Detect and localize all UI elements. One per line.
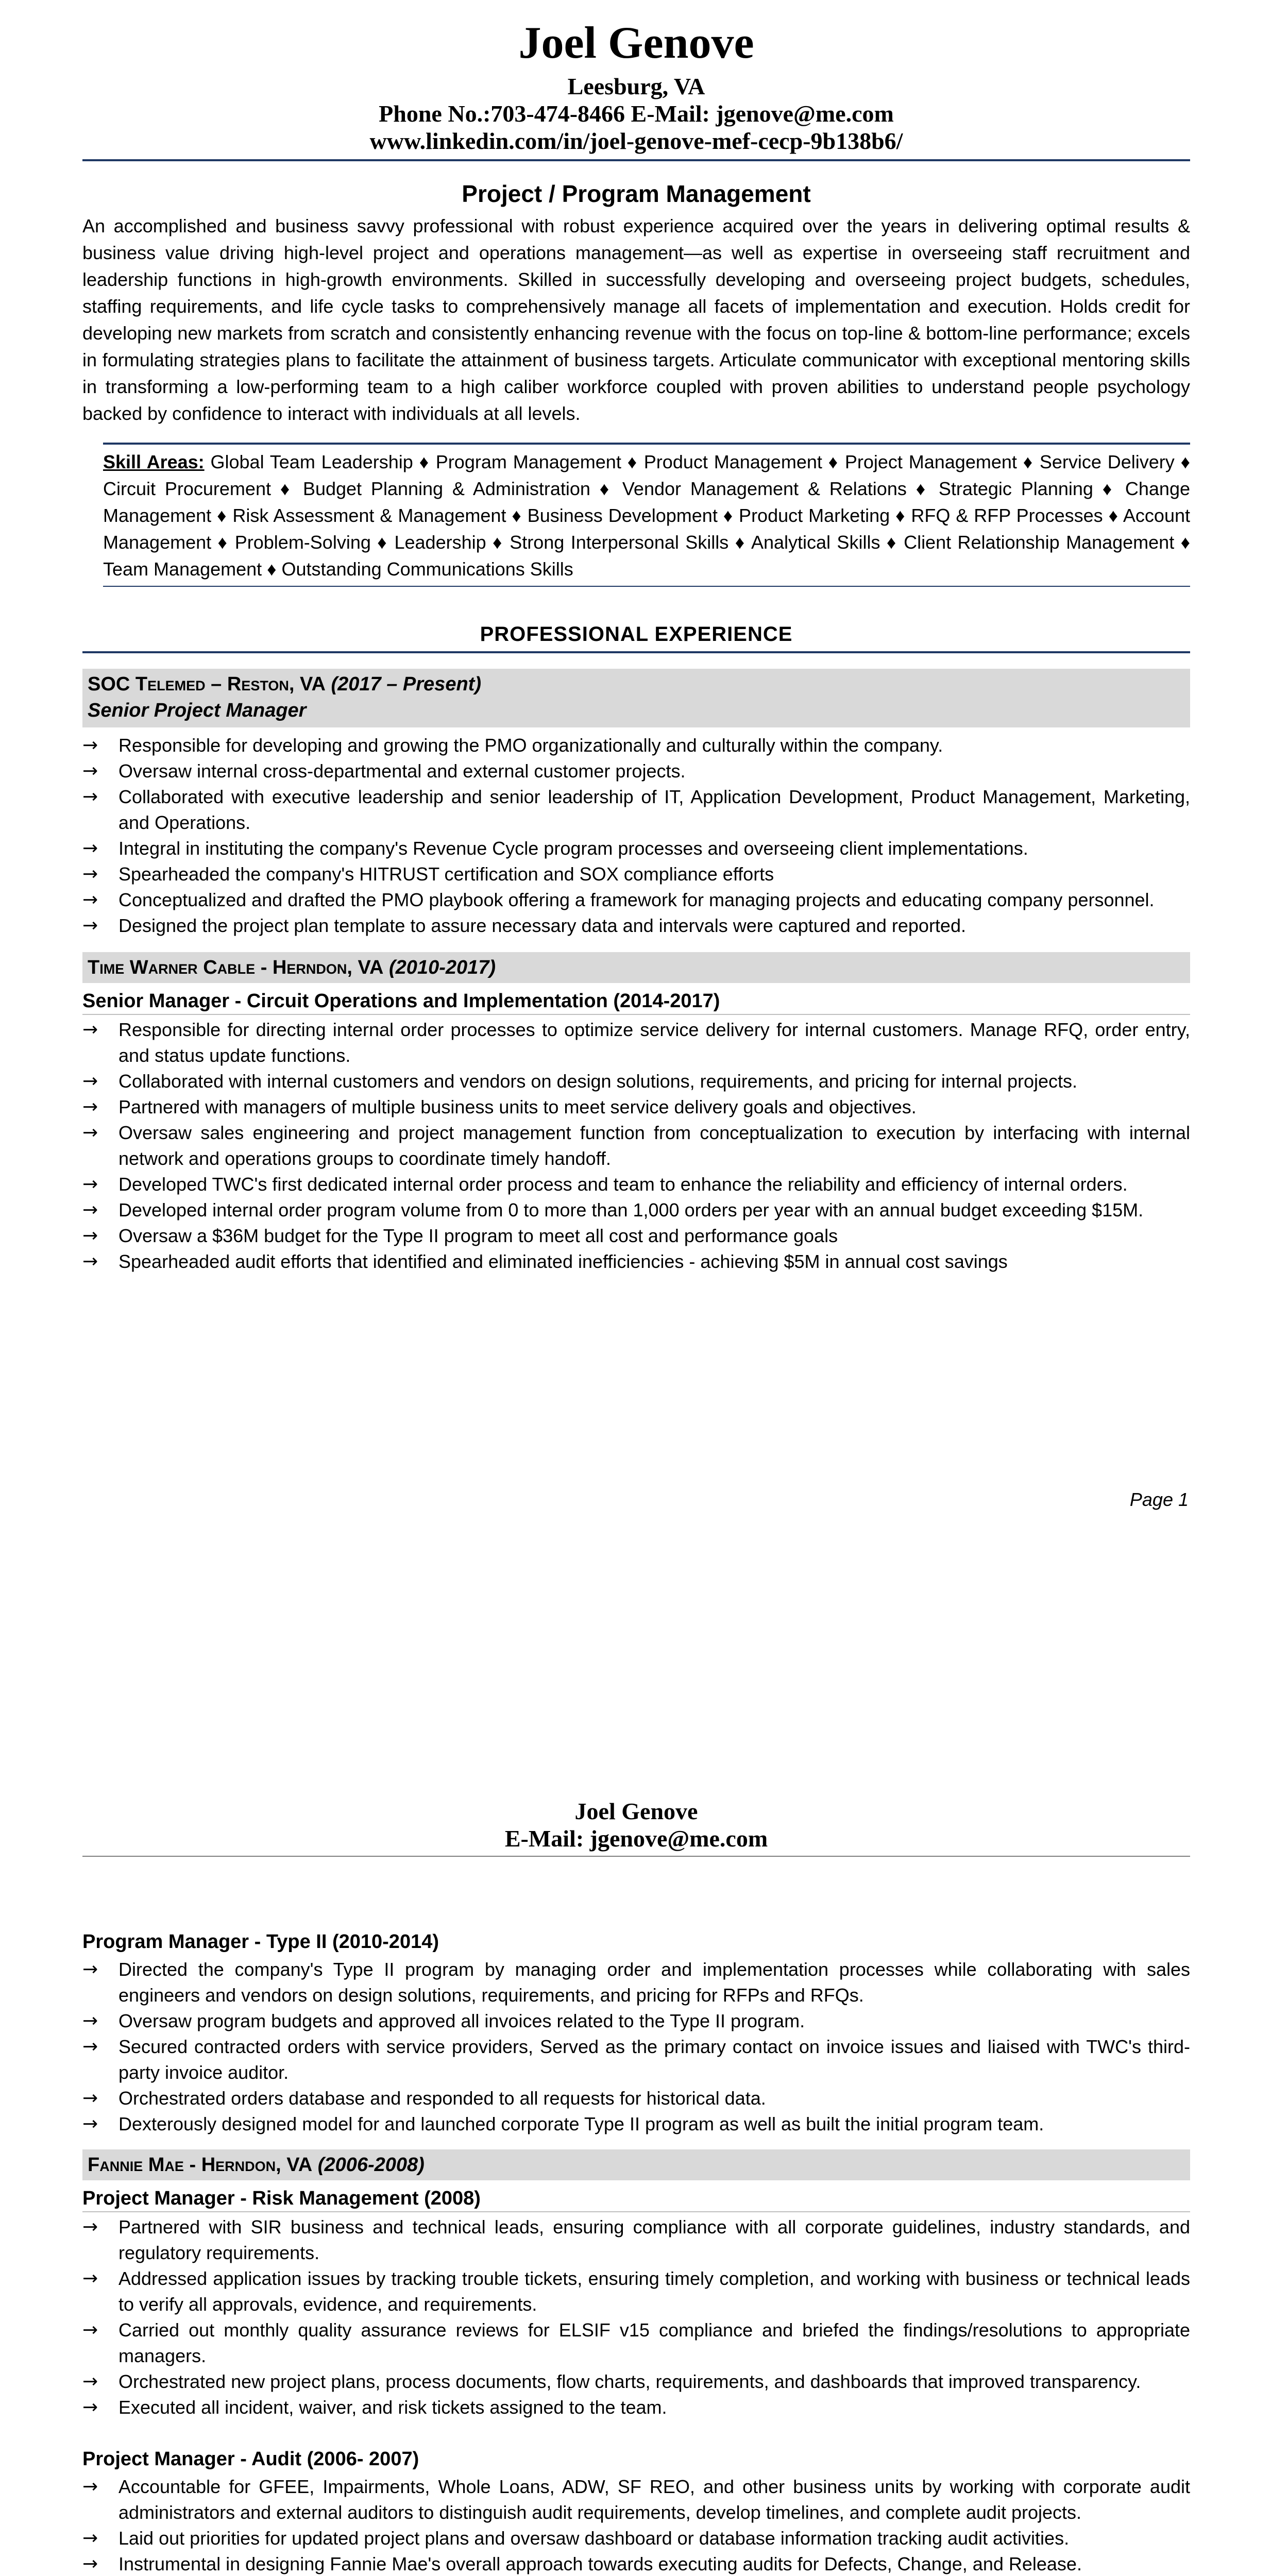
- twc-bullets: [82, 1017, 1190, 1275]
- page-number: Page 1: [1129, 1489, 1189, 1510]
- arrow-icon: →: [82, 889, 98, 910]
- list-item: → Orchestrated orders database and responded to all requests for historical data.: [82, 2086, 1190, 2111]
- list-item: → Secured contracted orders with service providers, Served as the primary contact on invoice issues and liaised with TWC's third-party invoice auditor.: [82, 2034, 1190, 2086]
- list-item: → Conceptualized and drafted the PMO playbook offering a framework for managing projects and educating company personnel.: [82, 887, 1190, 913]
- fannie-role-divider: [82, 2211, 1190, 2212]
- summary-paragraph: An accomplished and business savvy professional with robust experience acquired over the years in delivering optimal results & business value driving high-level project and operations management—as well as expertise in overseeing staff recruitment and leadership functions in high-growth environments. Skilled in successfully developing and overseeing project budgets, schedules, staffing requirements, and life cycle tasks to comprehensively manage all facets of implementation and execution. Holds credit for developing new markets from scratch and consistently enhancing revenue with the focus on top-line & bottom-line performance; excels in formulating strategies plans to facilitate the attainment of business targets. Articulate communicator with exceptional mentoring skills in transforming a low-performing team to a high caliber workforce coupled with proven abilities to understand people psychology backed by confidence to interact with individuals at all levels.: [82, 215, 1190, 424]
- running-header-name: Joel Genove: [574, 1798, 698, 1824]
- arrow-icon: →: [82, 2216, 98, 2238]
- list-item: → Oversaw internal cross-departmental and external customer projects.: [82, 758, 1190, 784]
- arrow-icon: →: [82, 2370, 98, 2392]
- list-item: → Laid out priorities for updated project plans and oversaw dashboard or database information tracking audit activities.: [82, 2526, 1190, 2551]
- arrow-icon: →: [82, 2087, 98, 2109]
- list-item: → Developed TWC's first dedicated internal order process and team to enhance the reliability and efficiency of internal orders.: [82, 1172, 1190, 1197]
- twc-role-2: Program Manager - Type II (2010-2014): [82, 1930, 439, 1953]
- arrow-icon: →: [82, 2553, 98, 2574]
- list-item: → Oversaw program budgets and approved all invoices related to the Type II program.: [82, 2008, 1190, 2034]
- location: Leesburg, VA: [567, 73, 705, 99]
- arrow-icon: →: [82, 914, 98, 936]
- arrow-icon: →: [82, 2396, 98, 2418]
- arrow-icon: →: [82, 2476, 98, 2497]
- arrow-icon: →: [82, 2113, 98, 2134]
- arrow-icon: →: [82, 1122, 98, 1143]
- arrow-icon: →: [82, 734, 98, 756]
- running-header-divider: [82, 1856, 1190, 1857]
- arrow-icon: →: [82, 2267, 98, 2289]
- skills-top-divider: [103, 443, 1190, 445]
- soc-dates: (2017 – Present): [325, 673, 481, 695]
- twc-company: Time Warner Cable - Herndon, VA: [88, 956, 384, 978]
- arrow-icon: →: [82, 2527, 98, 2549]
- skills-bottom-divider: [103, 586, 1190, 587]
- list-item: → Designed the project plan template to assure necessary data and intervals were captured and reported.: [82, 913, 1190, 939]
- list-item: → Integral in instituting the company's Revenue Cycle program processes and overseeing client implementations.: [82, 836, 1190, 861]
- list-item: → Oversaw a $36M budget for the Type II program to meet all cost and performance goals: [82, 1223, 1190, 1249]
- fannie-role-2: Project Manager - Audit (2006- 2007): [82, 2448, 419, 2470]
- skill-areas: [103, 449, 1190, 583]
- skill-areas-label: Skill Areas:: [103, 451, 205, 472]
- twc-company-band: [82, 952, 1190, 983]
- arrow-icon: →: [82, 1958, 98, 1980]
- skill-areas-list: Global Team Leadership ♦ Program Management ♦ Product Management ♦ Project Management ♦ Service Delivery ♦ Circuit Procurement ♦ Budget Planning & Administration ♦ Vendor Management & Relations ♦ Strategic Planning ♦ Change Management ♦ Risk Assessment & Management ♦ Business Development ♦ Product Marketing ♦ RFQ & RFP Processes ♦ Account Management ♦ Problem-Solving ♦ Leadership ♦ Strong Interpersonal Skills ♦ Analytical Skills ♦ Client Relationship Management ♦ Team Management ♦ Outstanding Communications Skills: [103, 451, 1191, 580]
- list-item: → Responsible for directing internal order processes to optimize service delivery for internal customers. Manage RFQ, order entry, and status update functions.: [82, 1017, 1190, 1069]
- fannie-role: Project Manager - Risk Management (2008): [82, 2187, 481, 2209]
- fannie-company-band: [82, 2149, 1190, 2180]
- arrow-icon: →: [82, 760, 98, 782]
- experience-section-title: PROFESSIONAL EXPERIENCE: [480, 622, 793, 646]
- list-item: → Directed the company's Type II program by managing order and implementation processes while collaborating with sales engineers and vendors on design solutions, requirements, and pricing for RFPs and RFQs.: [82, 1957, 1190, 2008]
- linkedin-link[interactable]: www.linkedin.com/in/joel-genove-mef-cecp-9b138b6/: [369, 127, 903, 154]
- list-item: → Developed internal order program volume from 0 to more than 1,000 orders per year with an annual budget exceeding $15M.: [82, 1197, 1190, 1223]
- contact-line: Phone No.:703-474-8466 E-Mail: jgenove@me.com: [379, 100, 894, 127]
- arrow-icon: →: [82, 2319, 98, 2341]
- list-item: → Executed all incident, waiver, and risk tickets assigned to the team.: [82, 2395, 1190, 2420]
- arrow-icon: →: [82, 2010, 98, 2031]
- list-item: → Partnered with managers of multiple business units to meet service delivery goals and objectives.: [82, 1094, 1190, 1120]
- twc-bullets-2: [82, 1957, 1190, 2137]
- twc-dates: (2010-2017): [383, 956, 496, 978]
- arrow-icon: →: [82, 1019, 98, 1040]
- experience-divider: [82, 651, 1190, 653]
- arrow-icon: →: [82, 2036, 98, 2057]
- twc-role: Senior Manager - Circuit Operations and Implementation (2014-2017): [82, 990, 720, 1012]
- fannie-dates: (2006-2008): [312, 2154, 425, 2176]
- arrow-icon: →: [82, 1199, 98, 1221]
- soc-company-band: [82, 669, 1190, 727]
- list-item: → Accountable for GFEE, Impairments, Whole Loans, ADW, SF REO, and other business units by working with corporate audit administrators and external auditors to distinguish audit requirements, develop timelines, and complete audit projects.: [82, 2474, 1190, 2526]
- soc-role: Senior Project Manager: [88, 699, 307, 721]
- list-item: → Addressed application issues by tracking trouble tickets, ensuring timely completion, and working with business or technical leads to verify all approvals, evidence, and requirements.: [82, 2266, 1190, 2317]
- arrow-icon: →: [82, 863, 98, 885]
- fannie-company: Fannie Mae - Herndon, VA: [88, 2154, 313, 2176]
- header-divider: [82, 159, 1190, 161]
- running-header-email: E-Mail: jgenove@me.com: [504, 1825, 768, 1852]
- list-item: → Responsible for developing and growing the PMO organizationally and culturally within the company.: [82, 733, 1190, 758]
- candidate-name: Joel Genove: [518, 18, 754, 68]
- arrow-icon: →: [82, 1096, 98, 1117]
- arrow-icon: →: [82, 1225, 98, 1246]
- fannie-bullets: [82, 2214, 1190, 2420]
- twc-role-divider: [82, 1014, 1190, 1015]
- soc-bullets: [82, 733, 1190, 939]
- list-item: → Orchestrated new project plans, process documents, flow charts, requirements, and dashboards that improved transparency.: [82, 2369, 1190, 2395]
- list-item: → Oversaw sales engineering and project management function from conceptualization to execution by interfacing with internal network and operations groups to coordinate timely handoff.: [82, 1120, 1190, 1172]
- list-item: → Partnered with SIR business and technical leads, ensuring compliance with all corporate guidelines, industry standards, and regulatory requirements.: [82, 2214, 1190, 2266]
- list-item: → Spearheaded the company's HITRUST certification and SOX compliance efforts: [82, 861, 1190, 887]
- list-item: → Instrumental in designing Fannie Mae's overall approach towards executing audits for Defects, Change, and Release.: [82, 2551, 1190, 2576]
- fannie-bullets-2: [82, 2474, 1190, 2576]
- soc-company: SOC Telemed – Reston, VA: [88, 673, 326, 695]
- arrow-icon: →: [82, 1070, 98, 1092]
- list-item: → Spearheaded audit efforts that identified and eliminated inefficiencies - achieving $5M in annual cost savings: [82, 1249, 1190, 1275]
- list-item: → Collaborated with internal customers and vendors on design solutions, requirements, and pricing for internal projects.: [82, 1069, 1190, 1094]
- arrow-icon: →: [82, 786, 98, 807]
- list-item: → Collaborated with executive leadership and senior leadership of IT, Application Development, Product Management, Marketing, and Operations.: [82, 784, 1190, 836]
- arrow-icon: →: [82, 837, 98, 859]
- list-item: → Carried out monthly quality assurance reviews for ELSIF v15 compliance and briefed the findings/resolutions to appropriate managers.: [82, 2317, 1190, 2369]
- resume-title: Project / Program Management: [462, 180, 811, 207]
- arrow-icon: →: [82, 1173, 98, 1195]
- arrow-icon: →: [82, 1250, 98, 1272]
- page-2: [0, 1798, 1271, 2576]
- list-item: → Dexterously designed model for and launched corporate Type II program as well as built the initial program team.: [82, 2111, 1190, 2137]
